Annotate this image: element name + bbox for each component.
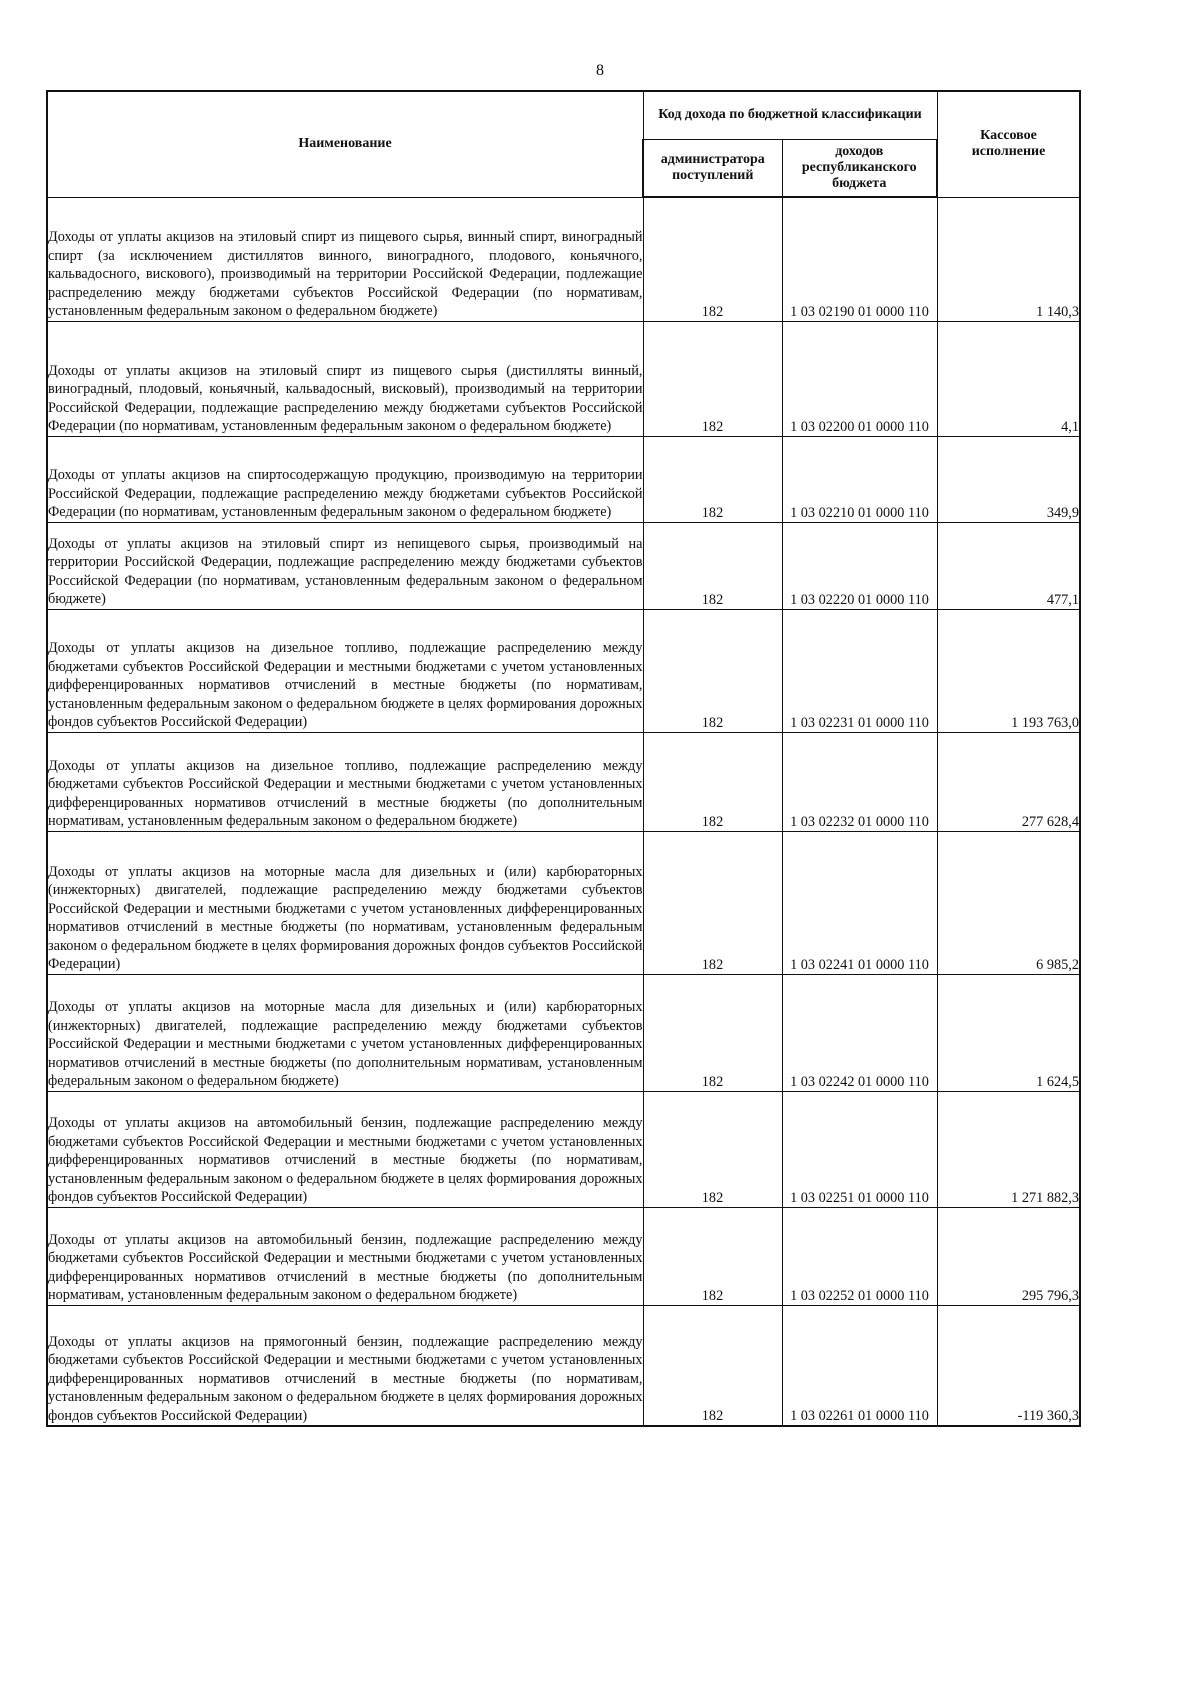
table-row: [47, 732, 1080, 831]
row-code-cell: 1 03 02261 01 0000 110: [782, 1305, 937, 1426]
row-amount-cell: 477,1: [937, 522, 1080, 609]
table-body: [47, 197, 1080, 1426]
row-name-cell: [47, 522, 643, 609]
row-code-cell: 1 03 02232 01 0000 110: [782, 732, 937, 831]
row-name-cell: [47, 197, 643, 321]
row-admin-cell: 182: [643, 1207, 782, 1305]
row-admin-cell: 182: [643, 609, 782, 732]
row-name-text: Доходы от уплаты акцизов на моторные масла для дизельных и (или) карбюраторных (инжекторных) двигателей, подлежащие распределению между бюджетами субъектов Российской Федерации и местными бюджетами с учетом установленных дифференцированных нормативов отчислений в местные бюджеты (по нормативам, установленным федеральным законом о федеральном бюджете в целях формирования дорожных фондов субъектов Российской Федерации): [48, 863, 643, 972]
row-name-text: Доходы от уплаты акцизов на автомобильный бензин, подлежащие распределению между бюджетами субъектов Российской Федерации и местными бюджетами с учетом установленных дифференцированных нормативов отчислений в местные бюджеты (по дополнительным нормативам, установленным федеральным законом о федеральном бюджете): [48, 1231, 643, 1303]
row-admin-cell: 182: [643, 732, 782, 831]
table-row: [47, 197, 1080, 321]
row-code-cell: 1 03 02190 01 0000 110: [782, 197, 937, 321]
row-name-text: Доходы от уплаты акцизов на дизельное топливо, подлежащие распределению между бюджетами субъектов Российской Федерации и местными бюджетами с учетом установленных дифференцированных нормативов отчислений в местные бюджеты (по нормативам, установленным федеральным законом о федеральном бюджете в целях формирования дорожных фондов субъектов Российской Федерации): [48, 640, 643, 730]
row-amount-cell: 349,9: [937, 436, 1080, 522]
table-row: [47, 1207, 1080, 1305]
row-code-cell: 1 03 02210 01 0000 110: [782, 436, 937, 522]
header-name: Наименование: [47, 91, 643, 197]
page-number: 8: [596, 62, 604, 79]
row-amount-cell: 295 796,3: [937, 1207, 1080, 1305]
row-amount-cell: 1 140,3: [937, 197, 1080, 321]
table-row: [47, 1305, 1080, 1426]
row-admin-cell: 182: [643, 831, 782, 974]
row-code-cell: 1 03 02200 01 0000 110: [782, 321, 937, 436]
row-name-text: Доходы от уплаты акцизов на этиловый спирт из пищевого сырья, винный спирт, виноградный спирт (за исключением дистиллятов винного, виноградного, плодового, коньячного, кальвадосного, вискового), производимый на территории Российской Федерации, подлежащие распределению между бюджетами субъектов Российской Федерации (по нормативам, установленным федеральным законом о федеральном бюджете): [48, 229, 643, 319]
table-row: [47, 1091, 1080, 1207]
row-name-text: Доходы от уплаты акцизов на автомобильный бензин, подлежащие распределению между бюджетами субъектов Российской Федерации и местными бюджетами с учетом установленных дифференцированных нормативов отчислений в местные бюджеты (по нормативам, установленным федеральным законом о федеральном бюджете в целях формирования дорожных фондов субъектов Российской Федерации): [48, 1115, 643, 1205]
table-row: [47, 974, 1080, 1091]
header-amount: Кассовое исполнение: [937, 91, 1080, 197]
row-name-text: Доходы от уплаты акцизов на этиловый спирт из пищевого сырья (дистилляты винный, виноградный, плодовый, коньячный, кальвадосный, висковый), производимый на территории Российской Федерации, подлежащие распределению между бюджетами субъектов Российской Федерации (по нормативам, установленным федеральным законом о федеральном бюджете): [48, 362, 643, 434]
row-amount-cell: 4,1: [937, 321, 1080, 436]
row-code-cell: 1 03 02252 01 0000 110: [782, 1207, 937, 1305]
table-row: [47, 321, 1080, 436]
row-admin-cell: 182: [643, 321, 782, 436]
row-name-text: Доходы от уплаты акцизов на моторные масла для дизельных и (или) карбюраторных (инжекторных) двигателей, подлежащие распределению между бюджетами субъектов Российской Федерации и местными бюджетами с учетом установленных дифференцированных нормативов отчислений в местные бюджеты (по дополнительным нормативам, установленным федеральным законом о федеральном бюджете): [48, 999, 643, 1089]
row-name-cell: [47, 609, 643, 732]
row-amount-cell: -119 360,3: [937, 1305, 1080, 1426]
row-name-cell: [47, 974, 643, 1091]
header-code: доходов республиканского бюджета: [782, 139, 937, 197]
row-name-cell: [47, 1207, 643, 1305]
row-code-cell: 1 03 02241 01 0000 110: [782, 831, 937, 974]
row-admin-cell: 182: [643, 436, 782, 522]
table-row: [47, 522, 1080, 609]
row-name-cell: [47, 436, 643, 522]
row-code-cell: 1 03 02251 01 0000 110: [782, 1091, 937, 1207]
row-name-cell: [47, 1305, 643, 1426]
row-name-cell: [47, 732, 643, 831]
row-admin-cell: 182: [643, 522, 782, 609]
row-amount-cell: 6 985,2: [937, 831, 1080, 974]
row-admin-cell: 182: [643, 1305, 782, 1426]
header-code-group: Код дохода по бюджетной классификации: [643, 91, 937, 139]
row-name-cell: [47, 1091, 643, 1207]
row-admin-cell: 182: [643, 197, 782, 321]
row-name-text: Доходы от уплаты акцизов на прямогонный бензин, подлежащие распределению между бюджетами субъектов Российской Федерации и местными бюджетами с учетом установленных дифференцированных нормативов отчислений в местные бюджеты (по нормативам, установленным федеральным законом о федеральном бюджете в целях формирования дорожных фондов субъектов Российской Федерации): [48, 1333, 643, 1424]
row-admin-cell: 182: [643, 1091, 782, 1207]
row-code-cell: 1 03 02220 01 0000 110: [782, 522, 937, 609]
row-name-text: Доходы от уплаты акцизов на спиртосодержащую продукцию, производимую на территории Российской Федерации, подлежащие распределению между бюджетами субъектов Российской Федерации (по нормативам, установленным федеральным законом о федеральном бюджете): [48, 467, 643, 520]
row-name-text: Доходы от уплаты акцизов на этиловый спирт из непищевого сырья, производимый на территории Российской Федерации, подлежащие распределению между бюджетами субъектов Российской Федерации (по нормативам, установленным федеральным законом о федеральном бюджете): [48, 535, 643, 607]
row-code-cell: 1 03 02242 01 0000 110: [782, 974, 937, 1091]
table-row: [47, 609, 1080, 732]
table-row: [47, 831, 1080, 974]
header-admin: администратора поступлений: [643, 139, 782, 197]
row-amount-cell: 1 271 882,3: [937, 1091, 1080, 1207]
row-amount-cell: 277 628,4: [937, 732, 1080, 831]
row-name-text: Доходы от уплаты акцизов на дизельное топливо, подлежащие распределению между бюджетами субъектов Российской Федерации и местными бюджетами с учетом установленных дифференцированных нормативов отчислений в местные бюджеты (по дополнительным нормативам, установленным федеральным законом о федеральном бюджете): [48, 757, 643, 829]
row-amount-cell: 1 193 763,0: [937, 609, 1080, 732]
row-admin-cell: 182: [643, 974, 782, 1091]
row-name-cell: [47, 831, 643, 974]
table-row: [47, 436, 1080, 522]
row-name-cell: [47, 321, 643, 436]
row-code-cell: 1 03 02231 01 0000 110: [782, 609, 937, 732]
row-amount-cell: 1 624,5: [937, 974, 1080, 1091]
revenue-table: [46, 90, 1081, 1427]
